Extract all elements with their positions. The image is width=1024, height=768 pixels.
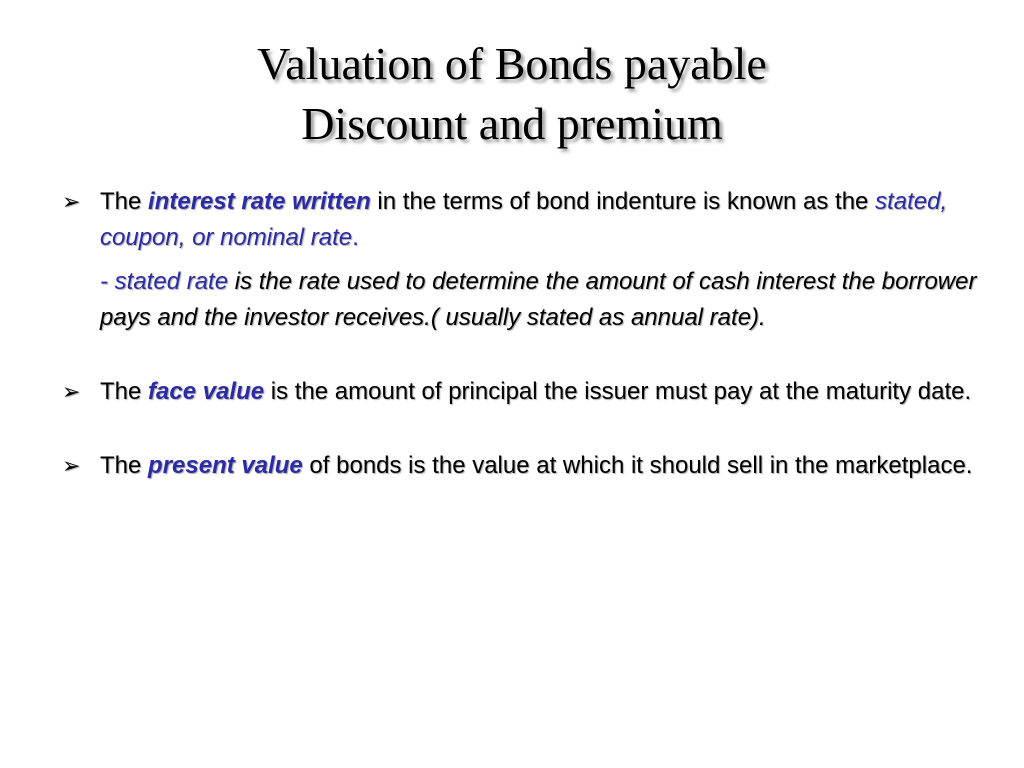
sub-note-text: is the rate used to determine the amount of cash interest the borrower pays and the investor receives.( usually stated as annual rate).	[100, 268, 977, 331]
bullet-text-pre: The	[100, 378, 149, 405]
bullet-text-post: in the terms of bond indenture is known as the	[370, 188, 876, 215]
sub-note-prefix: - stated rate	[100, 268, 229, 295]
title-line-2: Discount and premium	[301, 98, 723, 149]
term-present-value: present value	[148, 452, 303, 479]
term-face-value: face value	[148, 378, 265, 405]
bullet-text-post: of bonds is the value at which it should sell in the marketplace.	[302, 452, 973, 479]
arrow-bullet-icon: ➢	[62, 453, 81, 478]
spacer	[58, 410, 978, 448]
slide-title	[0, 34, 1024, 154]
spacer	[58, 336, 978, 374]
sub-note-stated-rate	[58, 264, 978, 336]
term-stated-coupon-nominal: stated, coupon, or nominal rate	[100, 188, 948, 251]
bullet-text-post: is the amount of principal the issuer must pay at the maturity date.	[264, 378, 972, 405]
bullet-text-end: .	[352, 224, 359, 251]
arrow-bullet-icon: ➢	[62, 189, 81, 214]
bullet-text-pre: The	[100, 188, 149, 215]
slide-body	[58, 184, 978, 484]
bullet-interest-rate	[58, 184, 978, 256]
bullet-face-value	[58, 374, 978, 410]
title-line-1: Valuation of Bonds payable	[257, 38, 767, 89]
bullet-text-pre: The	[100, 452, 149, 479]
bullet-present-value	[58, 448, 978, 484]
arrow-bullet-icon: ➢	[62, 379, 81, 404]
term-interest-rate-written: interest rate written	[148, 188, 371, 215]
